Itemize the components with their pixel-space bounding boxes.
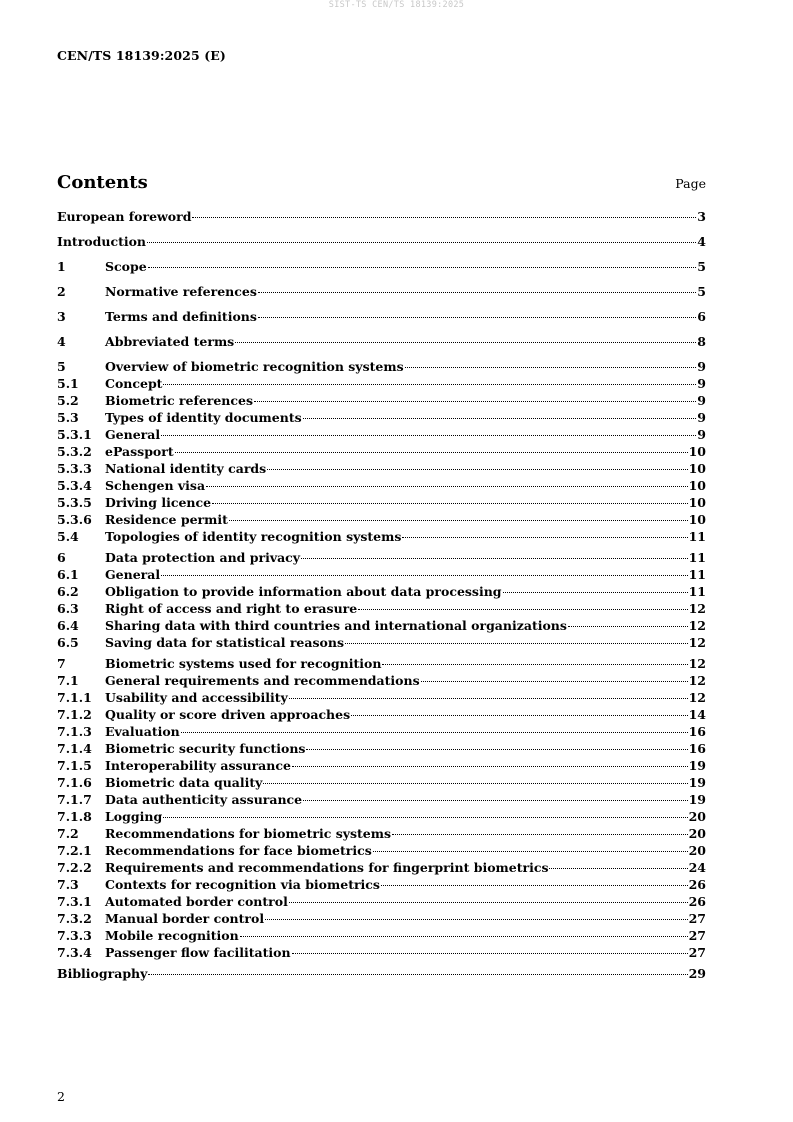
toc-dot-leader xyxy=(503,592,688,593)
toc-entry[interactable] xyxy=(57,859,706,876)
toc-entry-title: Schengen visa xyxy=(105,478,206,493)
toc-entry-title: Usability and accessibility xyxy=(105,690,288,705)
toc-dot-leader xyxy=(240,936,688,937)
toc-entry[interactable] xyxy=(57,825,706,842)
toc-entry[interactable] xyxy=(57,723,706,740)
toc-entry-page: 14 xyxy=(688,707,706,722)
toc-entry[interactable] xyxy=(57,208,706,225)
toc-entry-title: Bibliography xyxy=(57,966,148,981)
toc-dot-leader xyxy=(148,974,687,975)
toc-entry-title: Right of access and right to erasure xyxy=(105,601,358,616)
toc-entry-title: Types of identity documents xyxy=(105,410,302,425)
toc-entry[interactable] xyxy=(57,757,706,774)
toc-entry[interactable] xyxy=(57,333,706,350)
toc-entry-page: 12 xyxy=(688,673,706,688)
toc-entry[interactable] xyxy=(57,308,706,325)
toc-dot-leader xyxy=(161,575,687,576)
toc-dot-leader xyxy=(568,626,688,627)
toc-entry-page: 20 xyxy=(688,809,706,824)
toc-entry-page: 27 xyxy=(688,945,706,960)
toc-entry[interactable] xyxy=(57,549,706,566)
toc-entry-page: 9 xyxy=(697,376,706,391)
toc-entry[interactable] xyxy=(57,600,706,617)
toc-dot-leader xyxy=(161,435,696,436)
toc-dot-leader xyxy=(258,292,696,293)
toc-entry-page: 9 xyxy=(697,393,706,408)
toc-entry[interactable] xyxy=(57,233,706,250)
toc-entry-number: 5.2 xyxy=(57,393,79,408)
page-number: 2 xyxy=(57,1089,65,1104)
contents-header xyxy=(57,172,706,193)
toc-entry-page: 24 xyxy=(688,860,706,875)
toc-entry-page: 11 xyxy=(688,567,706,582)
toc-dot-leader xyxy=(358,609,687,610)
toc-entry-page: 12 xyxy=(688,656,706,671)
toc-entry-number: 6.5 xyxy=(57,635,79,650)
toc-entry-title: Obligation to provide information about data processing xyxy=(105,584,502,599)
toc-dot-leader xyxy=(147,242,696,243)
toc-dot-leader xyxy=(206,486,688,487)
toc-entry-number: 7.3.1 xyxy=(57,894,92,909)
toc-entry-title: Scope xyxy=(105,259,147,274)
toc-entry-number: 7.1.7 xyxy=(57,792,92,807)
toc-entry-title: Sharing data with third countries and international organizations xyxy=(105,618,567,633)
toc-entry[interactable] xyxy=(57,460,706,477)
toc-entry-number: 7 xyxy=(57,656,66,671)
toc-dot-leader xyxy=(303,418,697,419)
toc-entry-title: Biometric systems used for recognition xyxy=(105,656,382,671)
toc-entry-title: Logging xyxy=(105,809,163,824)
toc-entry-number: 5.3.2 xyxy=(57,444,92,459)
toc-entry[interactable] xyxy=(57,634,706,651)
toc-entry[interactable] xyxy=(57,392,706,409)
toc-dot-leader xyxy=(181,732,688,733)
toc-entry[interactable] xyxy=(57,443,706,460)
toc-entry[interactable] xyxy=(57,583,706,600)
toc-entry-title: Biometric security functions xyxy=(105,741,306,756)
toc-entry-number: 7.1.2 xyxy=(57,707,92,722)
toc-dot-leader xyxy=(212,503,688,504)
toc-dot-leader xyxy=(292,953,688,954)
toc-entry-number: 6.2 xyxy=(57,584,79,599)
toc-entry-title: ePassport xyxy=(105,444,174,459)
toc-entry-number: 7.1.6 xyxy=(57,775,92,790)
toc-entry-title: Normative references xyxy=(105,284,257,299)
toc-entry-page: 27 xyxy=(688,928,706,943)
toc-entry[interactable] xyxy=(57,893,706,910)
toc-dot-leader xyxy=(235,342,696,343)
toc-entry[interactable] xyxy=(57,965,706,982)
toc-dot-leader xyxy=(306,749,687,750)
toc-entry[interactable] xyxy=(57,689,706,706)
toc-entry-page: 20 xyxy=(688,843,706,858)
toc-entry-title: Overview of biometric recognition systems xyxy=(105,359,404,374)
toc-entry-page: 9 xyxy=(697,427,706,442)
toc-dot-leader xyxy=(265,919,688,920)
toc-dot-leader xyxy=(254,401,696,402)
toc-entry[interactable] xyxy=(57,511,706,528)
toc-entry-page: 5 xyxy=(697,284,706,299)
toc-entry-title: Automated border control xyxy=(105,894,288,909)
toc-entry-page: 20 xyxy=(688,826,706,841)
toc-dot-leader xyxy=(163,384,696,385)
toc-entry-number: 1 xyxy=(57,259,66,274)
toc-entry-page: 10 xyxy=(688,478,706,493)
toc-entry-title: Terms and definitions xyxy=(105,309,257,324)
toc-entry[interactable] xyxy=(57,740,706,757)
toc-dot-leader xyxy=(289,698,688,699)
toc-entry-title: Evaluation xyxy=(105,724,180,739)
toc-entry-number: 4 xyxy=(57,334,66,349)
toc-entry-title: Introduction xyxy=(57,234,147,249)
toc-entry[interactable] xyxy=(57,791,706,808)
toc-entry-number: 7.2 xyxy=(57,826,79,841)
toc-dot-leader xyxy=(303,800,687,801)
toc-entry-page: 9 xyxy=(697,410,706,425)
toc-entry-number: 7.3 xyxy=(57,877,79,892)
watermark: SIST-TS CEN/TS 18139:2025 xyxy=(328,0,465,10)
toc-dot-leader xyxy=(373,851,688,852)
toc-entry-page: 6 xyxy=(697,309,706,324)
toc-entry[interactable] xyxy=(57,409,706,426)
toc-entry-number: 7.1.5 xyxy=(57,758,92,773)
toc-dot-leader xyxy=(148,267,697,268)
toc-dot-leader xyxy=(421,681,688,682)
toc-entry-title: Recommendations for face biometrics xyxy=(105,843,372,858)
toc-entry-title: Topologies of identity recognition systems xyxy=(105,529,402,544)
toc-entry[interactable] xyxy=(57,426,706,443)
toc-entry-page: 9 xyxy=(697,359,706,374)
toc-entry-number: 6.3 xyxy=(57,601,79,616)
toc-entry-number: 5.3.4 xyxy=(57,478,92,493)
toc-entry[interactable] xyxy=(57,910,706,927)
toc-dot-leader xyxy=(267,469,687,470)
toc-entry-number: 7.1.3 xyxy=(57,724,92,739)
toc-entry-page: 16 xyxy=(688,724,706,739)
toc-entry[interactable] xyxy=(57,706,706,723)
toc-entry[interactable] xyxy=(57,808,706,825)
toc-entry[interactable] xyxy=(57,494,706,511)
toc-entry-number: 5.3.1 xyxy=(57,427,92,442)
toc-entry[interactable] xyxy=(57,944,706,961)
toc-entry-page: 26 xyxy=(688,877,706,892)
toc-entry[interactable] xyxy=(57,258,706,275)
toc-entry-number: 7.3.3 xyxy=(57,928,92,943)
toc-entry-number: 5.3.6 xyxy=(57,512,92,527)
toc-entry-page: 19 xyxy=(688,758,706,773)
toc-dot-leader xyxy=(175,452,688,453)
toc-entry-number: 5.3.5 xyxy=(57,495,92,510)
toc-entry-title: Requirements and recommendations for fingerprint biometrics xyxy=(105,860,549,875)
toc-dot-leader xyxy=(345,643,688,644)
toc-entry[interactable] xyxy=(57,358,706,375)
toc-entry-number: 7.3.2 xyxy=(57,911,92,926)
toc-entry[interactable] xyxy=(57,655,706,672)
toc-entry[interactable] xyxy=(57,842,706,859)
toc-entry-number: 7.1.1 xyxy=(57,690,92,705)
toc-entry-number: 6.1 xyxy=(57,567,79,582)
toc-entry-title: Abbreviated terms xyxy=(105,334,235,349)
toc-entry-number: 7.1 xyxy=(57,673,79,688)
toc-entry-page: 27 xyxy=(688,911,706,926)
toc-entry-page: 11 xyxy=(688,584,706,599)
toc-entry-title: Recommendations for biometric systems xyxy=(105,826,392,841)
toc-dot-leader xyxy=(382,664,687,665)
contents-title: Contents xyxy=(57,172,148,193)
toc-entry-number: 6 xyxy=(57,550,66,565)
toc-dot-leader xyxy=(549,868,687,869)
toc-entry-number: 5 xyxy=(57,359,66,374)
toc-entry-title: Biometric references xyxy=(105,393,253,408)
document-id-header: CEN/TS 18139:2025 (E) xyxy=(57,48,226,63)
toc-entry[interactable] xyxy=(57,375,706,392)
toc-entry-title: National identity cards xyxy=(105,461,267,476)
toc-entry-number: 6.4 xyxy=(57,618,79,633)
toc-dot-leader xyxy=(351,715,687,716)
toc-entry-title: Mobile recognition xyxy=(105,928,239,943)
toc-entry-page: 29 xyxy=(688,966,706,981)
toc-entry-number: 7.3.4 xyxy=(57,945,92,960)
toc-dot-leader xyxy=(192,217,696,218)
toc-entry[interactable] xyxy=(57,927,706,944)
toc-entry-page: 8 xyxy=(697,334,706,349)
toc-entry-page: 10 xyxy=(688,461,706,476)
toc-entry-title: General xyxy=(105,567,161,582)
toc-entry[interactable] xyxy=(57,477,706,494)
toc-entry[interactable] xyxy=(57,528,706,545)
toc-entry-title: Data authenticity assurance xyxy=(105,792,303,807)
toc-entry-number: 7.1.4 xyxy=(57,741,92,756)
toc-entry-number: 7.2.2 xyxy=(57,860,92,875)
toc-dot-leader xyxy=(381,885,688,886)
toc-entry-page: 19 xyxy=(688,775,706,790)
toc-dot-leader xyxy=(405,367,697,368)
toc-entry[interactable] xyxy=(57,617,706,634)
toc-entry-page: 12 xyxy=(688,618,706,633)
toc-entry-number: 5.3.3 xyxy=(57,461,92,476)
toc-dot-leader xyxy=(263,783,687,784)
toc-dot-leader xyxy=(392,834,688,835)
toc-entry-title: Saving data for statistical reasons xyxy=(105,635,344,650)
toc-entry-title: Passenger flow facilitation xyxy=(105,945,291,960)
toc-entry-page: 11 xyxy=(688,550,706,565)
toc-entry[interactable] xyxy=(57,566,706,583)
toc-entry[interactable] xyxy=(57,672,706,689)
toc-entry-title: General xyxy=(105,427,161,442)
toc-entry-title: Residence permit xyxy=(105,512,228,527)
table-of-contents xyxy=(57,208,706,982)
toc-entry-number: 7.2.1 xyxy=(57,843,92,858)
toc-entry-number: 5.1 xyxy=(57,376,79,391)
toc-entry-title: General requirements and recommendations xyxy=(105,673,420,688)
toc-entry[interactable] xyxy=(57,876,706,893)
toc-entry-page: 10 xyxy=(688,444,706,459)
toc-entry-title: Biometric data quality xyxy=(105,775,263,790)
toc-entry-title: European foreword xyxy=(57,209,192,224)
toc-entry-number: 5.3 xyxy=(57,410,79,425)
toc-entry-title: Driving licence xyxy=(105,495,212,510)
toc-entry-page: 16 xyxy=(688,741,706,756)
toc-entry-page: 12 xyxy=(688,635,706,650)
toc-entry-page: 12 xyxy=(688,690,706,705)
toc-dot-leader xyxy=(258,317,696,318)
toc-entry-title: Concept xyxy=(105,376,163,391)
toc-entry-page: 26 xyxy=(688,894,706,909)
toc-entry-number: 7.1.8 xyxy=(57,809,92,824)
toc-entry[interactable] xyxy=(57,774,706,791)
toc-dot-leader xyxy=(292,766,688,767)
toc-dot-leader xyxy=(163,817,687,818)
toc-dot-leader xyxy=(402,537,687,538)
toc-entry[interactable] xyxy=(57,283,706,300)
toc-entry-page: 12 xyxy=(688,601,706,616)
toc-entry-number: 2 xyxy=(57,284,66,299)
toc-entry-title: Data protection and privacy xyxy=(105,550,301,565)
toc-entry-number: 3 xyxy=(57,309,66,324)
toc-entry-title: Manual border control xyxy=(105,911,265,926)
toc-entry-page: 4 xyxy=(697,234,706,249)
toc-entry-page: 10 xyxy=(688,495,706,510)
toc-entry-title: Interoperability assurance xyxy=(105,758,291,773)
page-column-label: Page xyxy=(675,176,706,191)
toc-entry-page: 10 xyxy=(688,512,706,527)
toc-entry-page: 19 xyxy=(688,792,706,807)
toc-entry-number: 5.4 xyxy=(57,529,79,544)
toc-entry-page: 3 xyxy=(697,209,706,224)
toc-entry-title: Quality or score driven approaches xyxy=(105,707,351,722)
toc-dot-leader xyxy=(289,902,688,903)
toc-dot-leader xyxy=(229,520,688,521)
toc-entry-title: Contexts for recognition via biometrics xyxy=(105,877,380,892)
toc-entry-page: 5 xyxy=(697,259,706,274)
toc-dot-leader xyxy=(301,558,688,559)
toc-entry-page: 11 xyxy=(688,529,706,544)
